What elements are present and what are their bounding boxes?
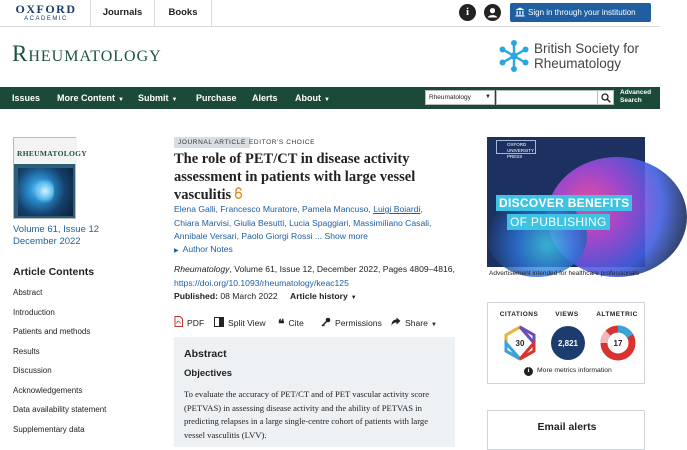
published-value: 08 March 2022 — [220, 291, 278, 301]
contents-item-abstract[interactable]: Abstract — [13, 288, 43, 297]
author-notes-label: Author Notes — [182, 244, 233, 254]
quote-icon: ❝ — [278, 316, 285, 331]
citation-line1 — [174, 263, 464, 277]
objectives-heading: Objectives — [184, 368, 233, 379]
ad-publisher-line2: UNIVERSITY PRESS — [507, 148, 534, 159]
citation-details: , Volume 61, Issue 12, December 2022, Pages 4809–4816, — [229, 264, 455, 274]
bsr-emblem-icon — [498, 39, 530, 73]
open-access-icon — [234, 186, 243, 204]
contents-item-introduction[interactable]: Introduction — [13, 307, 55, 317]
citation-block — [174, 263, 464, 290]
cite-button[interactable] — [278, 316, 304, 330]
chevron-down-icon: ▼ — [485, 94, 491, 100]
published-date — [174, 291, 278, 301]
more-metrics-link[interactable] — [524, 367, 612, 376]
ad-headline-2: OF PUBLISHING — [507, 214, 610, 230]
metrics-panel — [487, 302, 645, 384]
split-view-icon — [214, 317, 224, 331]
top-bar — [0, 0, 660, 27]
issue-cover[interactable] — [13, 137, 87, 219]
citations-badge[interactable] — [502, 325, 538, 361]
ad-publisher-line1: OXFORD — [507, 142, 527, 147]
nav-submit-label: Submit — [138, 93, 169, 103]
altmetric-donut[interactable] — [600, 325, 636, 361]
authors-line1 — [174, 203, 454, 217]
contents-item-data-availability[interactable]: Data availability statement — [13, 405, 107, 414]
contents-item-supplementary[interactable]: Supplementary data — [13, 424, 85, 434]
nav-books[interactable]: Books — [154, 0, 212, 26]
citations-label: CITATIONS — [499, 311, 539, 318]
volume-line1: Volume 61, Issue 12 — [13, 224, 100, 235]
author-links-1[interactable]: Elena Galli, Francesco Muratore, Pamela Mancuso, — [174, 204, 374, 214]
issue-link[interactable] — [13, 224, 99, 248]
bsr-name — [534, 41, 639, 71]
show-more-authors[interactable]: Show more — [324, 231, 368, 241]
nav-more-content[interactable] — [57, 87, 124, 109]
advanced-search-link[interactable] — [620, 89, 651, 105]
more-metrics-label: More metrics information — [537, 367, 612, 374]
volume-line2: December 2022 — [13, 236, 81, 247]
cover-title: RHEUMATOLOGY — [17, 149, 87, 158]
authors-line2[interactable]: Chiara Marvisi, Giulia Besutti, Lucia Spaggiari, Massimiliano Casali, — [174, 217, 432, 228]
nav-alerts[interactable] — [252, 87, 278, 109]
citation-journal: Rheumatology — [174, 264, 230, 274]
nav-alerts-label: Alerts — [252, 93, 278, 103]
oxford-academic-logo[interactable] — [12, 3, 80, 23]
advertisement-banner[interactable] — [487, 137, 645, 267]
nav-about[interactable] — [295, 87, 330, 109]
nav-issues[interactable] — [12, 87, 40, 109]
email-alerts-panel — [487, 410, 645, 450]
user-account-icon[interactable] — [484, 4, 501, 21]
share-button[interactable] — [391, 316, 437, 332]
ad-caption: Advertisement intended for healthcare professionals — [489, 270, 639, 277]
split-view-label: Split View — [228, 318, 266, 328]
article-title — [174, 150, 449, 204]
article-history-toggle[interactable] — [290, 291, 357, 301]
info-icon: i — [524, 367, 533, 376]
article-title-text: The role of PET/CT in disease activity assessment in patients with large vessel vasculitis — [174, 151, 416, 203]
ad-headline-1: DISCOVER BENEFITS — [496, 195, 632, 211]
author-list — [174, 203, 454, 244]
nav-about-label: About — [295, 93, 321, 103]
nav-issues-label: Issues — [12, 93, 41, 103]
caret-down-icon: ▼ — [171, 97, 178, 103]
citations-value: 30 — [515, 339, 525, 348]
oup-ad-logo — [496, 140, 536, 159]
contents-item-patients-methods[interactable]: Patients and methods — [13, 327, 91, 336]
published-label: Published: — [174, 291, 218, 301]
cite-label: Cite — [288, 318, 304, 328]
key-icon — [321, 317, 331, 331]
masthead — [0, 27, 660, 87]
info-icon[interactable]: i — [459, 4, 476, 21]
contents-item-discussion[interactable]: Discussion — [13, 366, 52, 375]
caret-right-icon: ▶ — [174, 248, 179, 254]
share-icon — [391, 317, 401, 331]
contents-item-acknowledgements[interactable]: Acknowledgements — [13, 385, 83, 395]
author-link-boiardi[interactable]: Luigi Boiardi — [373, 204, 421, 214]
bsr-logo[interactable] — [498, 37, 658, 77]
search-icon — [601, 93, 611, 103]
search-button[interactable] — [598, 90, 614, 105]
nav-more-content-label: More Content — [57, 93, 115, 103]
institution-icon — [515, 7, 525, 17]
author-comma: , — [420, 204, 423, 214]
altmetric-label: ALTMETRIC — [596, 311, 638, 318]
abstract-text: To evaluate the accuracy of PET/CT and of PET vascular activity score (PETVAS) in assessing disease activity and the ability of PETVAS in predicting relapses in a large single-centre cohort of patients with large vessel vasculitis (LVV). — [184, 389, 430, 440]
signin-label: Sign in through your institution — [528, 8, 636, 17]
abstract-section — [174, 337, 455, 447]
nav-purchase-label: Purchase — [196, 93, 237, 103]
abstract-heading: Abstract — [184, 348, 227, 360]
permissions-label: Permissions — [335, 318, 382, 328]
nav-journals[interactable]: Journals — [90, 0, 154, 26]
logo-line2: ACADEMIC — [24, 16, 68, 22]
share-label: Share — [405, 318, 428, 328]
altmetric-value: 17 — [613, 339, 623, 348]
nav-purchase[interactable] — [196, 87, 237, 109]
email-alerts-heading: Email alerts — [537, 421, 597, 433]
search-input[interactable] — [496, 90, 598, 105]
article-contents-list — [13, 287, 106, 443]
article-type-tag: JOURNAL ARTICLE — [174, 137, 250, 148]
article-contents-heading: Article Contents — [13, 266, 95, 278]
contents-item-results[interactable]: Results — [13, 346, 40, 356]
institution-signin-button[interactable] — [510, 3, 651, 22]
article-history-label: Article history — [290, 291, 348, 301]
views-value: 2,821 — [557, 339, 579, 348]
views-badge[interactable] — [550, 325, 586, 361]
logo-line1: OXFORD — [15, 2, 77, 16]
caret-down-icon: ▼ — [118, 97, 124, 103]
editors-choice-tag: EDITOR'S CHOICE — [249, 139, 316, 146]
split-view-button[interactable] — [214, 316, 266, 331]
caret-down-icon: ▼ — [430, 322, 437, 328]
author-notes-toggle[interactable] — [174, 244, 233, 254]
views-label: VIEWS — [555, 311, 579, 318]
bsr-line2: Rheumatology — [534, 56, 622, 71]
authors-line3 — [174, 230, 454, 244]
advanced-line2: Search — [620, 97, 642, 104]
cover-image-highlight — [36, 176, 54, 206]
caret-down-icon: ▼ — [350, 295, 357, 301]
author-links-3[interactable]: Annibale Versari, Paolo Giorgi Rossi ... — [174, 231, 323, 241]
advanced-line1: Advanced — [620, 89, 652, 96]
permissions-button[interactable] — [321, 316, 382, 331]
nav-submit[interactable] — [138, 87, 177, 109]
search-scope-value: Rheumatology — [429, 94, 471, 101]
search-scope-select[interactable] — [425, 90, 495, 105]
pdf-icon — [174, 316, 183, 331]
caret-down-icon: ▼ — [324, 97, 330, 103]
journal-title[interactable]: Rheumatology — [12, 41, 162, 66]
main-nav — [0, 87, 660, 109]
bsr-line1: British Society for — [534, 41, 640, 56]
doi-link[interactable]: https://doi.org/10.1093/rheumatology/keac125 — [174, 277, 349, 288]
pdf-label: PDF — [187, 318, 205, 328]
pdf-button[interactable] — [174, 316, 204, 331]
